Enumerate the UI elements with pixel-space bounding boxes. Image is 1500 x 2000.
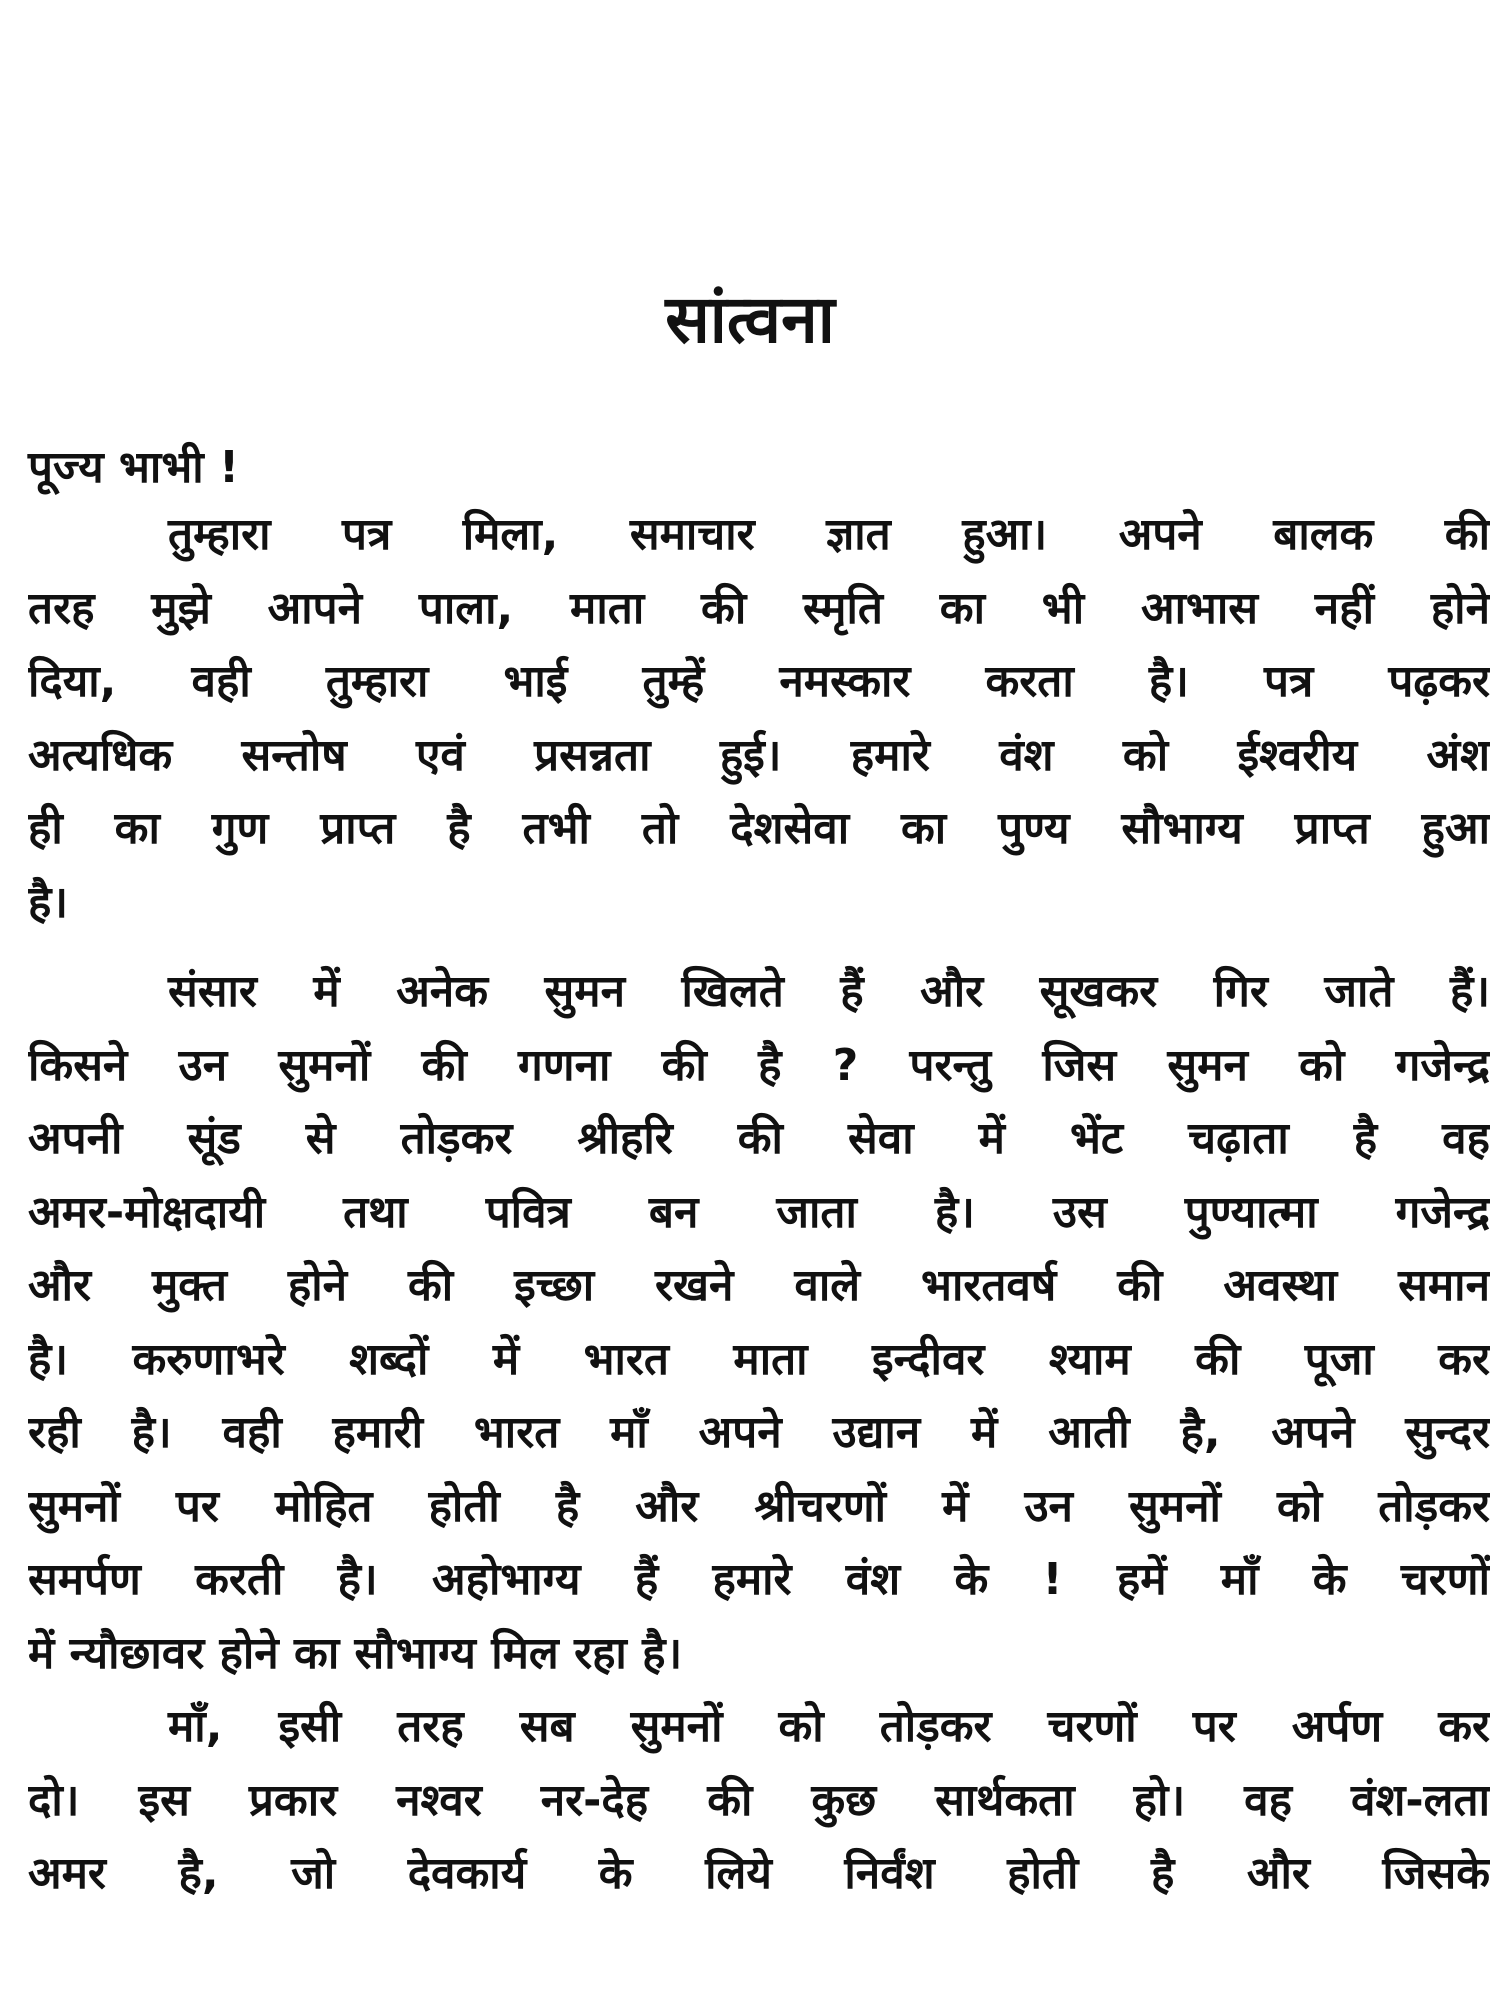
text-line: दो। इस प्रकार नश्वर नर-देह की कुछ सार्थकता हो। वह वंश-लता [28,1774,1490,1826]
text-line: रही है। वही हमारी भारत माँ अपने उद्यान में आती है, अपने सुन्दर [28,1407,1490,1458]
letter-body [28,498,1490,1911]
text-line: है। करुणाभरे शब्दों में भारत माता इन्दीवर श्याम की पूजा कर [28,1333,1490,1385]
text-line: में न्यौछावर होने का सौभाग्य मिल रहा है। [28,1627,683,1679]
text-line: समर्पण करती है। अहोभाग्य हैं हमारे वंश के ! हमें माँ के चरणों [28,1554,1490,1605]
paragraph-1 [28,498,1490,939]
text-line: माँ, इसी तरह सब सुमनों को तोड़कर चरणों पर अर्पण कर [168,1701,1490,1752]
text-line: अमर है, जो देवकार्य के लिये निर्वंश होती है और जिसके [28,1848,1490,1899]
text-line: और मुक्त होने की इच्छा रखने वाले भारतवर्ष की अवस्था समान [28,1260,1490,1311]
text-line: तरह मुझे आपने पाला, माता की स्मृति का भी आभास नहीं होने [28,582,1490,634]
text-line: अपनी सूंड से तोड़कर श्रीहरि की सेवा में भेंट चढ़ाता है वह [28,1113,1490,1164]
text-line: अमर-मोक्षदायी तथा पवित्र बन जाता है। उस पुण्यात्मा गजेन्द्र [28,1186,1490,1238]
salutation: पूज्य भाभी ! [28,442,240,493]
text-line: ही का गुण प्राप्त है तभी तो देशसेवा का पुण्य सौभाग्य प्राप्त हुआ [28,803,1490,854]
paragraph-3 [28,1690,1490,1911]
text-line: संसार में अनेक सुमन खिलते हैं और सूखकर गिर जाते हैं। [168,966,1490,1017]
text-line: है। [28,876,69,928]
page-title: सांत्वना [665,281,835,358]
text-line: किसने उन सुमनों की गणना की है ? परन्तु जिस सुमन को गजेन्द्र [28,1039,1490,1091]
text-line: अत्यधिक सन्तोष एवं प्रसन्नता हुई। हमारे वंश को ईश्वरीय अंश [28,729,1490,781]
text-line: दिया, वही तुम्हारा भाई तुम्हें नमस्कार करता है। पत्र पढ़कर [28,656,1490,707]
paragraph-2 [28,955,1490,1690]
text-line: सुमनों पर मोहित होती है और श्रीचरणों में उन सुमनों को तोड़कर [28,1480,1490,1532]
text-line: तुम्हारा पत्र मिला, समाचार ज्ञात हुआ। अपने बालक की [168,509,1490,560]
